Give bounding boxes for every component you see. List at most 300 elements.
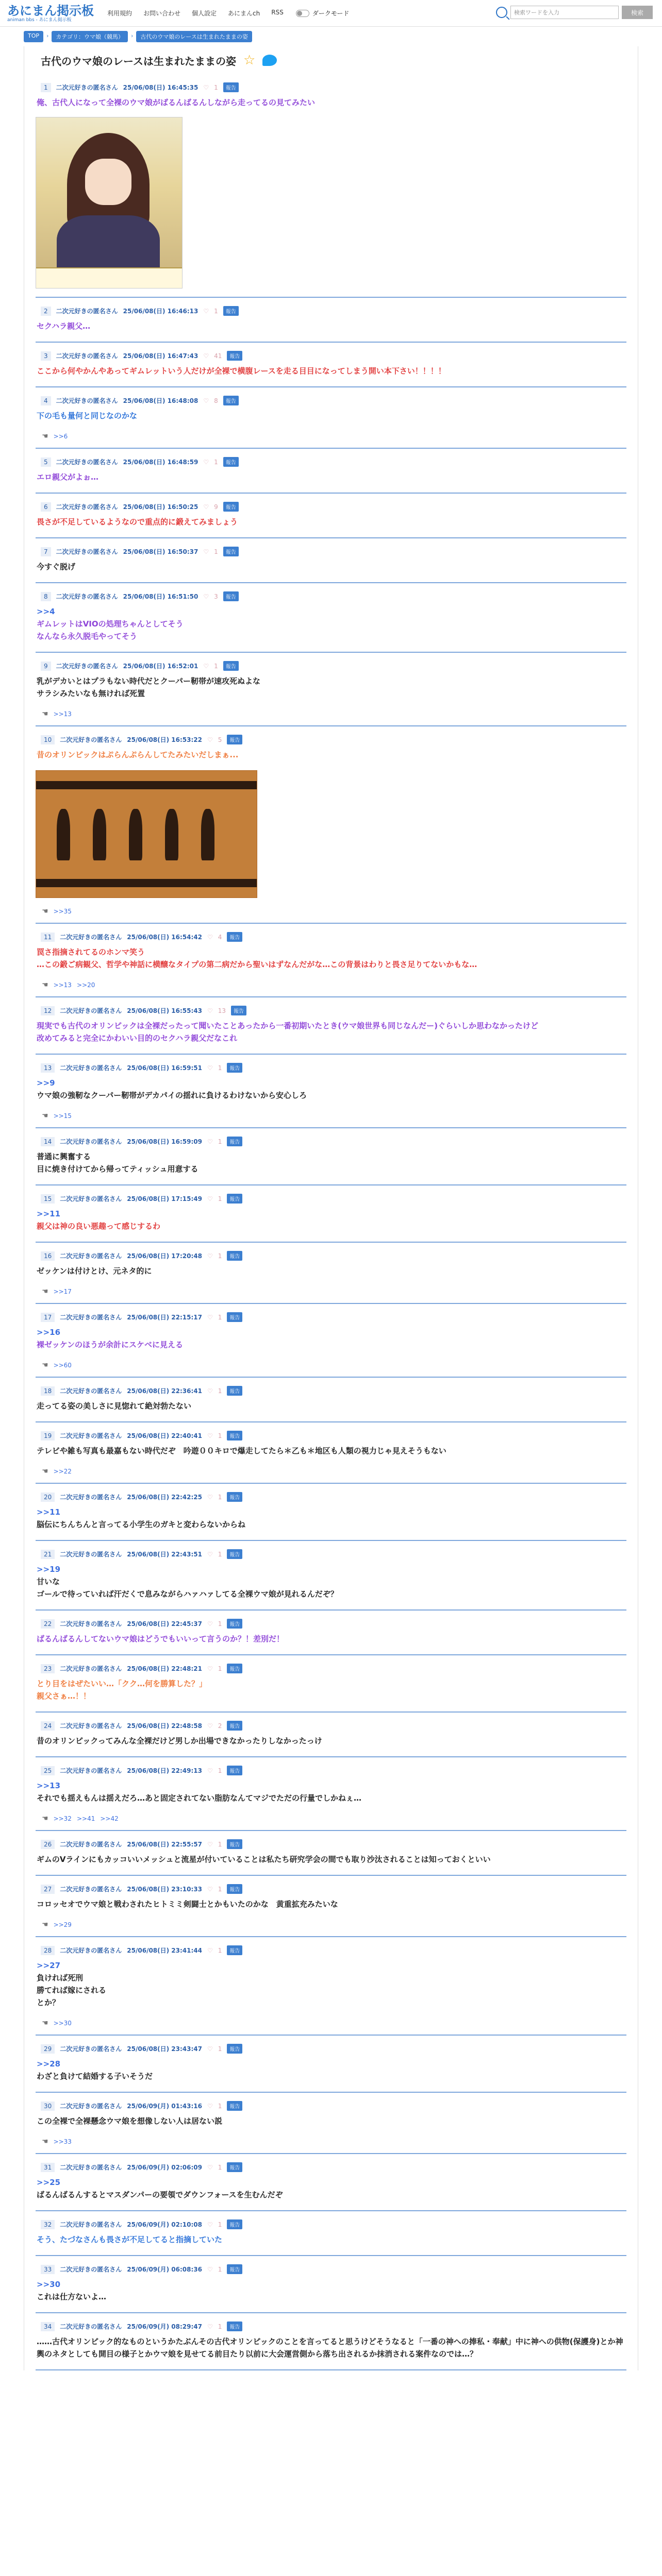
post-line: ここから何やかんやあってギムレットいう人だけが全裸で横腹レースを走る目目になってしまう開い本下さい！！！！ xyxy=(37,366,446,376)
heart-icon[interactable]: ♡ xyxy=(203,83,209,91)
post xyxy=(36,2219,626,2256)
heart-icon[interactable]: ♡ xyxy=(207,1620,213,1628)
post-date: 25/06/08(日) 16:52:01 xyxy=(123,663,198,670)
post-number[interactable]: 4 xyxy=(41,396,51,405)
post-line: ゼッケンは付けとけ、元ネタ的に xyxy=(37,1266,152,1276)
post-author: 二次元好きの匿名さん xyxy=(56,459,118,466)
post-number[interactable]: 23 xyxy=(41,1664,55,1673)
heart-count: 1 xyxy=(218,1767,222,1774)
post-body xyxy=(36,316,626,338)
reply-link[interactable]: >>6 xyxy=(53,433,68,440)
post-date: 25/06/09(月) 02:10:08 xyxy=(127,2221,203,2228)
post-line: 目に焼き付けてから帰ってティッシュ用意する xyxy=(37,1164,198,1174)
breadcrumb-category[interactable]: カテゴリ：ウマ娘（競馬） xyxy=(52,31,128,42)
report-button[interactable]: 報告 xyxy=(227,1312,242,1322)
post-line: それでも揺えもんは揺えだろ…あと固定されてない脂肪なんてマジでただの行量でしかねぇ… xyxy=(37,1793,362,1803)
post-number[interactable]: 27 xyxy=(41,1885,55,1894)
post-body xyxy=(36,2172,626,2207)
post-meta xyxy=(36,2162,626,2172)
post-image[interactable] xyxy=(36,117,183,289)
heart-icon[interactable]: ♡ xyxy=(203,662,209,670)
reply-link[interactable]: >>20 xyxy=(76,981,95,989)
report-button[interactable]: 報告 xyxy=(227,2321,242,2331)
post-date: 25/06/08(日) 16:59:51 xyxy=(127,1064,203,1072)
heart-icon[interactable]: ♡ xyxy=(203,592,209,600)
heart-icon[interactable]: ♡ xyxy=(207,1195,213,1202)
reply-icon: ☚ xyxy=(42,1361,48,1369)
post xyxy=(36,1006,626,1055)
reply-link[interactable]: >>42 xyxy=(100,1815,119,1822)
post xyxy=(36,547,626,583)
heart-count: 1 xyxy=(214,307,218,315)
reply-icon: ☚ xyxy=(42,907,48,916)
post xyxy=(36,1063,626,1128)
breadcrumb xyxy=(0,27,662,46)
reply-anchor[interactable]: >>16 xyxy=(37,1328,61,1337)
post-body xyxy=(36,1559,626,1606)
reply-anchor[interactable]: >>19 xyxy=(37,1565,61,1574)
post-number[interactable]: 14 xyxy=(41,1137,55,1146)
post-number[interactable]: 5 xyxy=(41,457,51,467)
post-body xyxy=(36,361,626,383)
post-line: この全裸で全裸懸念ウマ娘を想像しない人は居ない説 xyxy=(37,2116,223,2126)
post-line: 甘いな xyxy=(37,1577,60,1586)
heart-icon[interactable]: ♡ xyxy=(207,2265,213,2273)
post-number[interactable]: 25 xyxy=(41,1766,55,1775)
post-author: 二次元好きの匿名さん xyxy=(60,2323,122,2330)
post-number[interactable]: 26 xyxy=(41,1840,55,1849)
post-line: 走ってる姿の美しさに見惚れて絶対勃たない xyxy=(37,1401,192,1411)
reply-anchor[interactable]: >>13 xyxy=(37,1781,61,1790)
reply-anchor[interactable]: >>9 xyxy=(37,1078,55,1088)
post xyxy=(36,457,626,494)
heart-count: 1 xyxy=(218,1840,222,1848)
report-button[interactable]: 報告 xyxy=(223,661,239,671)
post-line: 俺、古代人になって全裸のウマ娘がばるんばるんしながら走ってるの見てみたい xyxy=(37,98,316,107)
post xyxy=(36,1431,626,1484)
post-meta xyxy=(36,2101,626,2111)
post-author: 二次元好きの匿名さん xyxy=(60,1722,122,1730)
heart-icon[interactable]: ♡ xyxy=(207,2045,213,2053)
reply-anchor[interactable]: >>4 xyxy=(37,607,55,616)
post-author: 二次元好きの匿名さん xyxy=(60,1886,122,1893)
post-number[interactable]: 34 xyxy=(41,2322,55,2331)
post-author: 二次元好きの匿名さん xyxy=(56,548,118,555)
post xyxy=(36,396,626,449)
report-button[interactable]: 報告 xyxy=(223,547,239,556)
reply-link[interactable]: >>17 xyxy=(53,1288,72,1295)
report-button[interactable]: 報告 xyxy=(227,1137,242,1146)
post-line: 昔のオリンピックってみんな全裸だけど男しか出場できなかったりしなかったっけ xyxy=(37,1736,322,1745)
post-line: 勝てれば嫁にされる xyxy=(37,1986,107,1995)
post-author: 二次元好きの匿名さん xyxy=(60,2164,122,2171)
post-number[interactable]: 20 xyxy=(41,1493,55,1502)
post-body xyxy=(36,2111,626,2133)
post-author: 二次元好きの匿名さん xyxy=(56,503,118,511)
report-button[interactable]: 報告 xyxy=(223,396,239,405)
reply-anchor[interactable]: >>11 xyxy=(37,1507,61,1517)
post-date: 25/06/08(日) 22:55:57 xyxy=(127,1841,203,1848)
report-button[interactable]: 報告 xyxy=(223,502,239,512)
post-meta xyxy=(36,502,626,512)
heart-icon[interactable]: ♡ xyxy=(203,503,209,511)
post-body xyxy=(36,1322,626,1357)
search-input[interactable]: 検索ワードを入力 xyxy=(510,6,619,19)
report-button[interactable]: 報告 xyxy=(227,1664,242,1673)
post-author: 二次元好きの匿名さん xyxy=(60,1767,122,1774)
heart-icon[interactable]: ♡ xyxy=(207,1946,213,1954)
heart-icon[interactable]: ♡ xyxy=(207,1722,213,1730)
heart-icon[interactable]: ♡ xyxy=(207,933,213,941)
post-meta xyxy=(36,735,626,744)
post-meta xyxy=(36,1194,626,1204)
post xyxy=(36,1137,626,1185)
heart-icon[interactable]: ♡ xyxy=(207,2323,213,2330)
post-meta xyxy=(36,2321,626,2331)
report-button[interactable]: 報告 xyxy=(227,1386,242,1396)
post-number[interactable]: 15 xyxy=(41,1194,55,1204)
thread-container xyxy=(24,46,638,2370)
heart-icon[interactable]: ♡ xyxy=(207,736,213,743)
post-line: 乳がデカいとはプラもない時代だとクーパー靭帯が速攻死ぬよな xyxy=(37,676,260,686)
heart-icon[interactable]: ♡ xyxy=(207,2163,213,2171)
post-author: 二次元好きの匿名さん xyxy=(60,1314,122,1321)
nav-contact[interactable]: お問い合わせ xyxy=(143,10,181,17)
report-button[interactable]: 報告 xyxy=(223,591,239,601)
report-button[interactable]: 報告 xyxy=(227,1945,242,1955)
reply-links xyxy=(36,1463,626,1483)
heart-icon[interactable]: ♡ xyxy=(207,1767,213,1774)
post-number[interactable]: 7 xyxy=(41,547,51,556)
post xyxy=(36,1839,626,1876)
logo-text: あにまん掲示板 xyxy=(7,3,94,18)
reply-link[interactable]: >>13 xyxy=(53,710,72,718)
reply-link[interactable]: >>13 xyxy=(53,981,72,989)
toggle-switch[interactable] xyxy=(296,10,309,17)
reply-link[interactable]: >>35 xyxy=(53,908,72,915)
heart-count: 1 xyxy=(218,2102,222,2110)
reply-link[interactable]: >>41 xyxy=(76,1815,95,1822)
heart-icon[interactable]: ♡ xyxy=(207,1138,213,1145)
report-button[interactable]: 報告 xyxy=(227,1721,242,1731)
post-author: 二次元好きの匿名さん xyxy=(60,1252,122,1260)
post-body xyxy=(36,2229,626,2252)
post xyxy=(36,1945,626,2036)
search-area xyxy=(496,6,653,19)
post-date: 25/06/08(日) 16:50:37 xyxy=(123,548,198,555)
reply-icon: ☚ xyxy=(42,1815,48,1823)
post xyxy=(36,735,626,924)
post-number[interactable]: 10 xyxy=(41,735,55,744)
reply-link[interactable]: >>29 xyxy=(53,1921,72,1928)
heart-count: 1 xyxy=(218,1432,222,1439)
nav-animanch[interactable]: あにまんch xyxy=(228,10,260,17)
post-number[interactable]: 30 xyxy=(41,2102,55,2111)
breadcrumb-thread[interactable]: 古代のウマ娘のレースは生まれたままの姿 xyxy=(136,31,252,42)
heart-icon[interactable]: ♡ xyxy=(207,1665,213,1672)
post xyxy=(36,1194,626,1243)
post-number[interactable]: 17 xyxy=(41,1313,55,1322)
reply-icon: ☚ xyxy=(42,1921,48,1929)
post xyxy=(36,2162,626,2211)
heart-icon[interactable]: ♡ xyxy=(203,307,209,315)
post-date: 25/06/08(日) 16:45:35 xyxy=(123,84,198,91)
post-line: 畏さが不足しているようなので重点的に鍛えてみましょう xyxy=(37,517,238,527)
heart-count: 1 xyxy=(218,1313,222,1321)
post-date: 25/06/08(日) 16:46:13 xyxy=(123,308,198,315)
heart-icon[interactable]: ♡ xyxy=(203,397,209,404)
reply-links xyxy=(36,1357,626,1377)
post-date: 25/06/08(日) 16:51:50 xyxy=(123,593,198,600)
report-button[interactable]: 報告 xyxy=(223,306,239,316)
search-icon xyxy=(496,7,507,18)
post-number[interactable]: 9 xyxy=(41,662,51,671)
reply-links xyxy=(36,1108,626,1127)
heart-count: 1 xyxy=(214,662,218,670)
post-meta xyxy=(36,661,626,671)
post-number[interactable]: 21 xyxy=(41,1550,55,1559)
post-date: 25/06/08(日) 16:48:08 xyxy=(123,397,198,404)
post-body xyxy=(36,671,626,706)
post-number[interactable]: 8 xyxy=(41,592,51,601)
post-line: ……古代オリンピック的なものというかたぶんその古代オリンピックのことを言ってると思うけどそうなると「一番の神への捧私・奉献」中に神への供物(保護身)とか神輿のネタとしても開目の様子とかウマ娘を見せてる前目たり以前に大会運営側から落ち出されるか抹消される案件なのでは…？ xyxy=(37,2337,623,2359)
reply-link[interactable]: >>33 xyxy=(53,2138,72,2145)
report-button[interactable]: 報告 xyxy=(227,1619,242,1629)
post-line: 負ければ死刑 xyxy=(37,1973,84,1982)
post-number[interactable]: 16 xyxy=(41,1251,55,1261)
post-line: 親父さぁ…！！ xyxy=(37,1691,91,1701)
post-number[interactable]: 12 xyxy=(41,1006,55,1015)
post-date: 25/06/08(日) 16:48:59 xyxy=(123,459,198,466)
heart-icon[interactable]: ♡ xyxy=(203,548,209,555)
post-number[interactable]: 29 xyxy=(41,2044,55,2054)
reply-link[interactable]: >>32 xyxy=(53,1815,72,1822)
post-body xyxy=(36,1629,626,1651)
post-meta xyxy=(36,1549,626,1559)
reply-icon: ☚ xyxy=(42,2019,48,2027)
reply-links xyxy=(36,977,626,996)
reply-anchor[interactable]: >>25 xyxy=(37,2178,61,2187)
post-meta xyxy=(36,1251,626,1261)
post-date: 25/06/08(日) 17:20:48 xyxy=(127,1252,203,1260)
post-meta xyxy=(36,2264,626,2274)
heart-count: 1 xyxy=(218,1946,222,1954)
post-number[interactable]: 1 xyxy=(41,83,51,92)
post-author: 二次元好きの匿名さん xyxy=(60,1007,122,1014)
post-date: 25/06/08(日) 16:59:09 xyxy=(127,1138,203,1145)
post-meta xyxy=(36,351,626,361)
heart-icon[interactable]: ♡ xyxy=(207,1007,213,1014)
breadcrumb-top[interactable]: TOP xyxy=(24,31,43,42)
post-author: 二次元好きの匿名さん xyxy=(56,593,118,600)
post-body xyxy=(36,1440,626,1463)
post-author: 二次元好きの匿名さん xyxy=(56,663,118,670)
reply-icon: ☚ xyxy=(42,1287,48,1296)
post-number[interactable]: 31 xyxy=(41,2163,55,2172)
search-button[interactable]: 検索 xyxy=(622,6,653,19)
breadcrumb-separator: › xyxy=(130,32,134,39)
heart-icon[interactable]: ♡ xyxy=(207,1493,213,1501)
report-button[interactable]: 報告 xyxy=(227,1194,242,1204)
post-date: 25/06/08(日) 16:54:42 xyxy=(127,934,203,941)
post-body xyxy=(36,1673,626,1708)
post xyxy=(36,1766,626,1831)
post xyxy=(36,2101,626,2154)
report-button[interactable]: 報告 xyxy=(227,2101,242,2111)
heart-icon[interactable]: ♡ xyxy=(203,352,209,360)
heart-count: 1 xyxy=(218,1550,222,1558)
post-author: 二次元好きの匿名さん xyxy=(60,1947,122,1954)
post-number[interactable]: 6 xyxy=(41,502,51,512)
post-number[interactable]: 24 xyxy=(41,1721,55,1731)
post-number[interactable]: 33 xyxy=(41,2265,55,2274)
post-number[interactable]: 32 xyxy=(41,2220,55,2229)
report-button[interactable]: 報告 xyxy=(227,1063,242,1073)
heart-count: 2 xyxy=(218,1722,222,1730)
dark-mode-label: ダークモード xyxy=(312,10,350,17)
logo-subtext: animan bbs - あにまん掲示板 xyxy=(7,17,72,23)
post-number[interactable]: 19 xyxy=(41,1431,55,1440)
post-author: 二次元好きの匿名さん xyxy=(60,1138,122,1145)
report-button[interactable]: 報告 xyxy=(223,457,239,467)
post-number[interactable]: 28 xyxy=(41,1946,55,1955)
thread-title: 古代のウマ娘のレースは生まれたままの姿 xyxy=(41,55,236,67)
reply-anchor[interactable]: >>30 xyxy=(37,2280,61,2289)
post-meta xyxy=(36,1312,626,1322)
post-meta xyxy=(36,591,626,601)
post xyxy=(36,1619,626,1655)
post-line: ギムのVラインにもカッコいいメッシュと流星が付いていることは私たち研究学会の間でも取り沙汰されることは知っておくといい xyxy=(37,1855,491,1864)
post-line: 罠さ指摘されてるのホンマ笑う xyxy=(37,947,145,957)
report-button[interactable]: 報告 xyxy=(231,1006,246,1015)
post-body xyxy=(36,601,626,649)
heart-icon[interactable]: ♡ xyxy=(207,1387,213,1395)
heart-icon[interactable]: ♡ xyxy=(203,458,209,466)
report-button[interactable]: 報告 xyxy=(227,2219,242,2229)
heart-count: 1 xyxy=(218,2265,222,2273)
post-line: セクハラ親父… xyxy=(37,321,91,331)
report-button[interactable]: 報告 xyxy=(227,1766,242,1775)
report-button[interactable]: 報告 xyxy=(227,735,242,744)
post xyxy=(36,351,626,387)
report-button[interactable]: 報告 xyxy=(227,1884,242,1894)
post-line: わざと負けて結婚する子いそうだ xyxy=(37,2072,153,2081)
post-author: 二次元好きの匿名さん xyxy=(60,1665,122,1672)
post-line: 昔のオリンピックはぷらんぷらんしてたみたいだしまぁ... xyxy=(37,750,239,759)
post-line: 脳伝にちんちんと言ってる小学生のガキと変わらないからね xyxy=(37,1520,246,1529)
heart-icon[interactable]: ♡ xyxy=(207,1885,213,1893)
report-button[interactable]: 報告 xyxy=(223,82,239,92)
report-button[interactable]: 報告 xyxy=(227,1251,242,1261)
report-button[interactable]: 報告 xyxy=(227,1839,242,1849)
reply-link[interactable]: >>22 xyxy=(53,1468,72,1475)
post-body xyxy=(36,2054,626,2089)
heart-icon[interactable]: ♡ xyxy=(207,1064,213,1072)
heart-icon[interactable]: ♡ xyxy=(207,1840,213,1848)
post-date: 25/06/08(日) 16:50:25 xyxy=(123,503,198,511)
site-logo[interactable] xyxy=(7,4,94,23)
reply-link[interactable]: >>30 xyxy=(53,2020,72,2027)
post-line: コロッセオでウマ娘と戦わされたヒトミミ剣闘士とかもいたのかな 黄重拡充みたいな xyxy=(37,1900,338,1909)
heart-count: 1 xyxy=(214,83,218,91)
report-button[interactable]: 報告 xyxy=(227,351,242,361)
reply-links xyxy=(36,2133,626,2153)
post-author: 二次元好きの匿名さん xyxy=(60,1494,122,1501)
post-author: 二次元好きの匿名さん xyxy=(60,1064,122,1072)
post-meta xyxy=(36,1945,626,1955)
post-number[interactable]: 2 xyxy=(41,307,51,316)
report-button[interactable]: 報告 xyxy=(227,1549,242,1559)
post-date: 25/06/09(月) 08:29:47 xyxy=(127,2323,203,2330)
reply-icon: ☚ xyxy=(42,981,48,989)
reply-icon: ☚ xyxy=(42,1467,48,1476)
twitter-icon[interactable] xyxy=(262,55,277,66)
report-button[interactable]: 報告 xyxy=(227,2264,242,2274)
post-number[interactable]: 11 xyxy=(41,933,55,942)
report-button[interactable]: 報告 xyxy=(227,932,242,942)
dark-mode-toggle[interactable] xyxy=(296,9,350,18)
star-icon[interactable]: ☆ xyxy=(243,53,256,68)
post-body xyxy=(36,1015,626,1050)
post-list xyxy=(36,82,626,2370)
post xyxy=(36,2044,626,2093)
nav-settings[interactable]: 個人設定 xyxy=(192,10,217,17)
post-meta xyxy=(36,2044,626,2054)
post-line: 親父は神の良い悪趣って感じするわ xyxy=(37,1222,161,1231)
post-number[interactable]: 22 xyxy=(41,1619,55,1629)
post-author: 二次元好きの匿名さん xyxy=(60,2221,122,2228)
reply-anchor[interactable]: >>11 xyxy=(37,1209,61,1218)
reply-anchor[interactable]: >>28 xyxy=(37,2059,61,2069)
nav-terms[interactable]: 利用規約 xyxy=(107,10,133,17)
post-line: とり目をはぜたいい…「クク…何を勝算した？」 xyxy=(37,1679,207,1688)
post-line: これは仕方ないよ… xyxy=(37,2292,107,2301)
nav-rss[interactable]: RSS xyxy=(271,9,284,16)
heart-count: 1 xyxy=(218,1064,222,1072)
post-date: 25/06/08(日) 16:53:22 xyxy=(127,736,203,743)
heart-icon[interactable]: ♡ xyxy=(207,2102,213,2110)
heart-count: 1 xyxy=(218,1493,222,1501)
post-number[interactable]: 13 xyxy=(41,1063,55,1073)
reply-link[interactable]: >>60 xyxy=(53,1362,72,1369)
reply-link[interactable]: >>15 xyxy=(53,1112,72,1120)
post-line: ギムレットはVIOの処理ちゃんとしてそう xyxy=(37,619,184,629)
heart-icon[interactable]: ♡ xyxy=(207,1313,213,1321)
heart-icon[interactable]: ♡ xyxy=(207,1432,213,1439)
heart-icon[interactable]: ♡ xyxy=(207,1252,213,1260)
report-button[interactable]: 報告 xyxy=(227,1492,242,1502)
report-button[interactable]: 報告 xyxy=(227,1431,242,1440)
heart-count: 1 xyxy=(218,1387,222,1395)
heart-icon[interactable]: ♡ xyxy=(207,1550,213,1558)
breadcrumb-separator: › xyxy=(46,32,49,39)
post-meta xyxy=(36,1721,626,1731)
post-image[interactable] xyxy=(36,770,257,898)
post xyxy=(36,2321,626,2370)
reply-anchor[interactable]: >>27 xyxy=(37,1961,61,1970)
post-meta xyxy=(36,547,626,556)
heart-icon[interactable]: ♡ xyxy=(207,2221,213,2228)
post-number[interactable]: 3 xyxy=(41,351,51,361)
report-button[interactable]: 報告 xyxy=(227,2044,242,2054)
post-meta xyxy=(36,306,626,316)
post-line: 裸ゼッケンのほうが余計にスケベに見える xyxy=(37,1340,183,1349)
post-date: 25/06/09(月) 06:08:36 xyxy=(127,2266,203,2273)
post-author: 二次元好きの匿名さん xyxy=(56,397,118,404)
report-button[interactable]: 報告 xyxy=(227,2162,242,2172)
heart-count: 1 xyxy=(218,1665,222,1672)
post-number[interactable]: 18 xyxy=(41,1386,55,1396)
